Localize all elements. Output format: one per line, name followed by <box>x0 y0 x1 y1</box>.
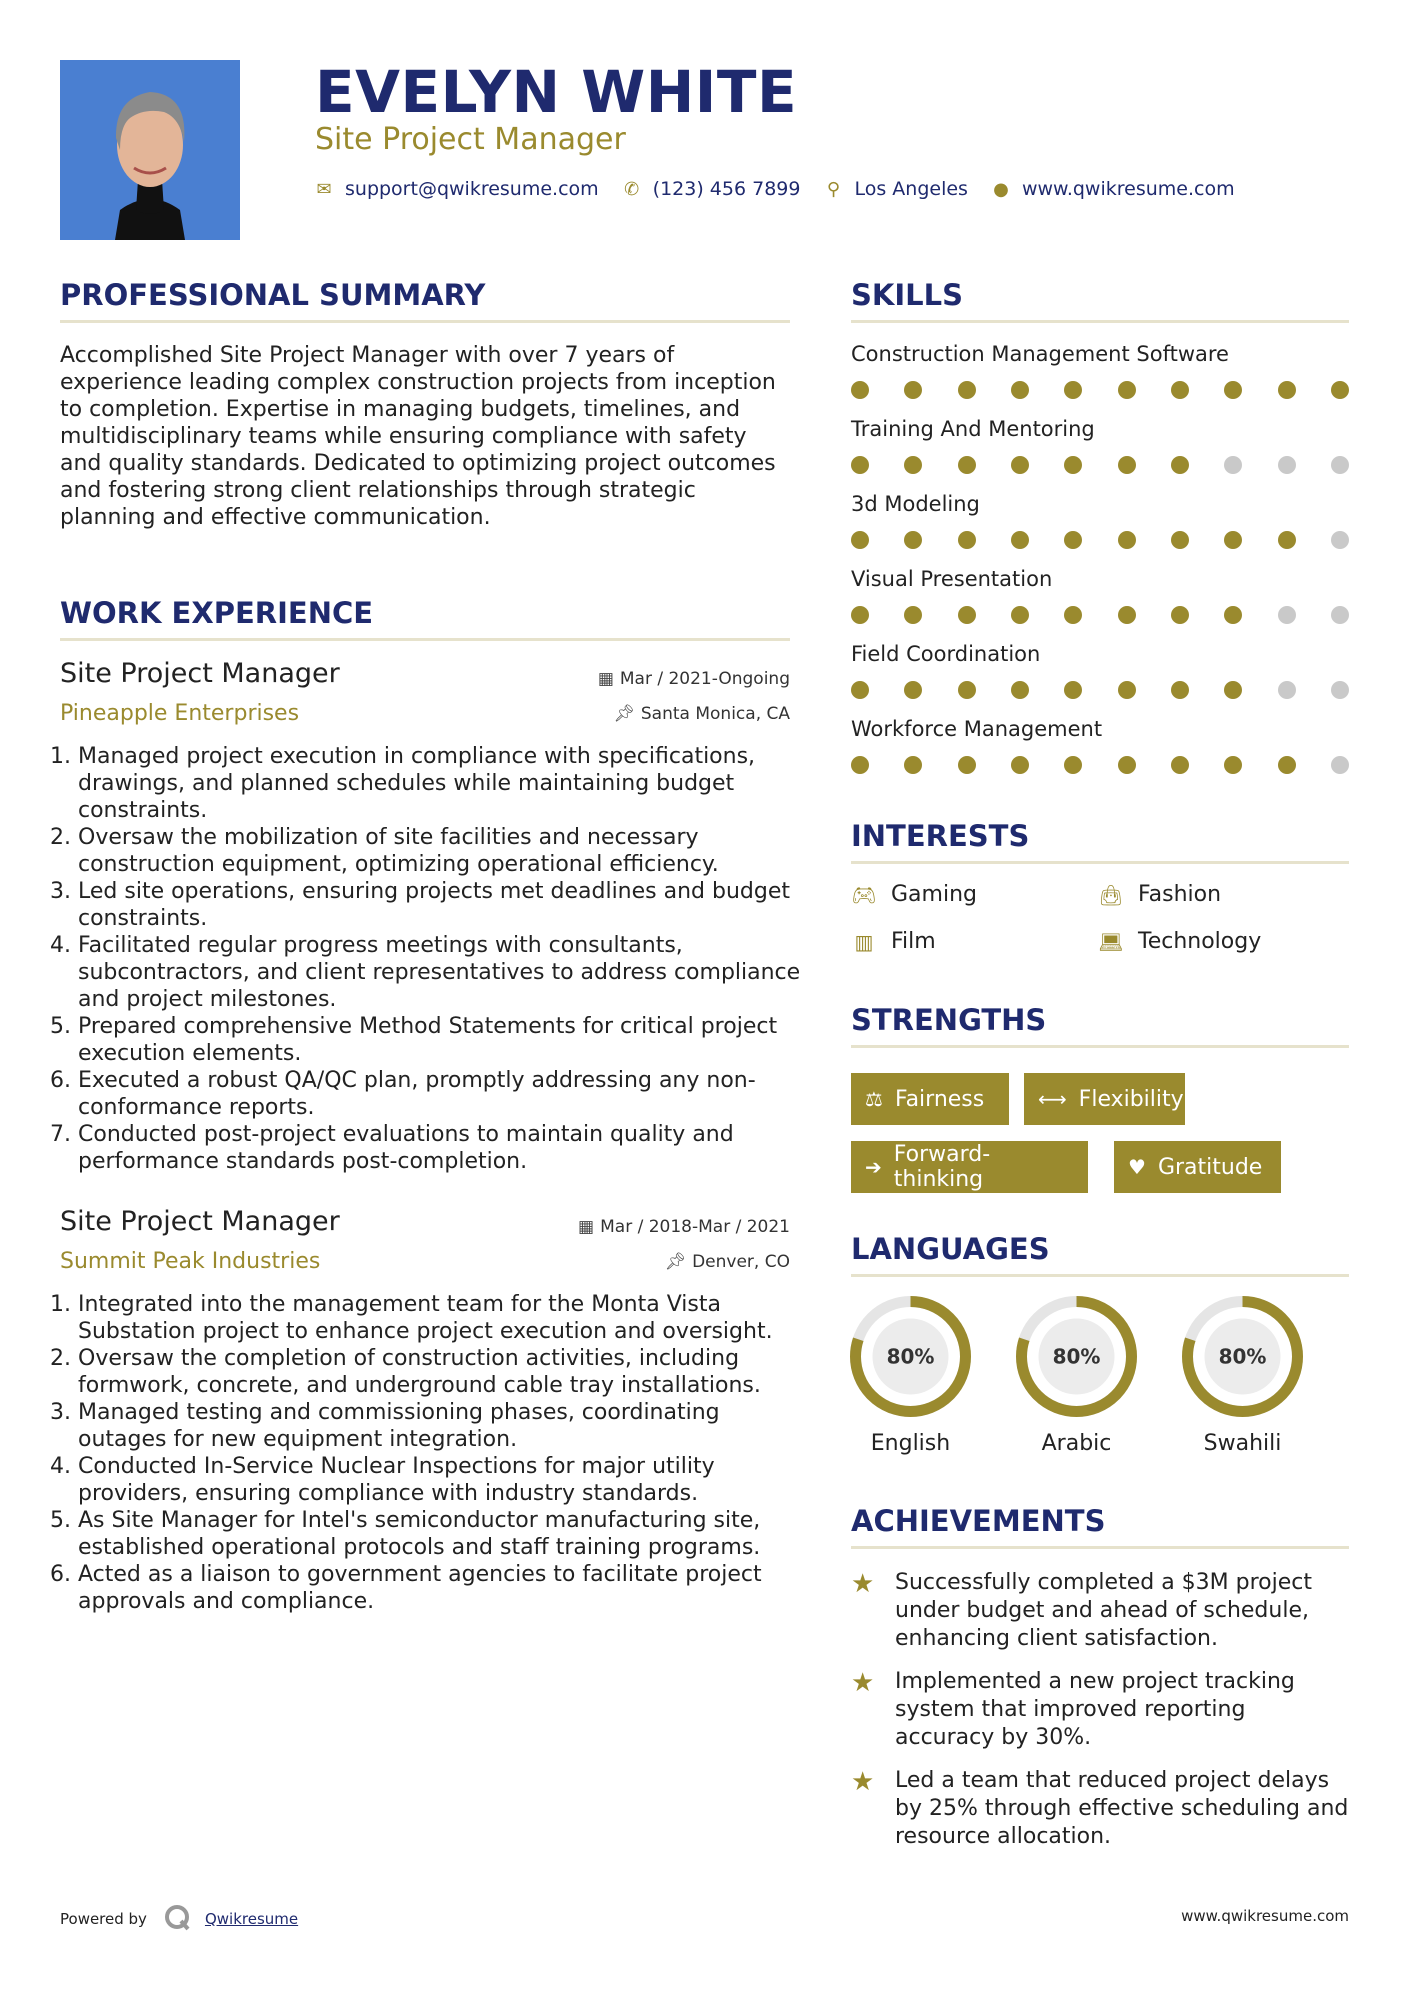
interest-label: Fashion <box>1138 882 1222 907</box>
skill-dot-filled <box>1118 606 1136 624</box>
skill-dot-filled <box>1118 531 1136 549</box>
job-1-dates-text: Mar / 2021-Ongoing <box>619 669 790 689</box>
skill-dot-filled <box>1171 606 1189 624</box>
skill-dot-filled <box>904 756 922 774</box>
skill-dot-empty <box>1278 456 1296 474</box>
achievement-item <box>851 1668 1349 1752</box>
interests-divider <box>851 861 1349 864</box>
skill-dot-filled <box>1011 531 1029 549</box>
skill-name: Construction Management Software <box>851 342 1229 366</box>
strength-tag <box>851 1073 1009 1125</box>
job-1-title: Site Project Manager <box>60 658 340 689</box>
balance-scale-icon: ⚖ <box>865 1087 883 1111</box>
envelope-icon: ✉ <box>316 178 332 200</box>
interest-label: Gaming <box>891 882 977 907</box>
achievement-item <box>851 1569 1349 1653</box>
skill-dot-filled <box>1064 606 1082 624</box>
skill-dot-filled <box>851 606 869 624</box>
skills-divider <box>851 320 1349 323</box>
strength-label: Fairness <box>894 1086 985 1112</box>
achievements-heading: ACHIEVEMENTS <box>851 1504 1106 1538</box>
skill-rating <box>851 381 1349 401</box>
contact-bar <box>315 178 1259 200</box>
strength-label: Gratitude <box>1157 1154 1263 1180</box>
skill-dot-filled <box>1011 381 1029 399</box>
job-1-duties <box>60 743 808 1175</box>
duty-item: 6. Executed a robust QA/QC plan, promptly addressing any non-conformance reports. <box>78 1067 808 1121</box>
interest-item <box>1098 882 1221 907</box>
duty-item: 1. Managed project execution in compliance with specifications, drawings, and planned schedules while maintaining budget constraints. <box>78 743 808 824</box>
skill-dot-filled <box>1171 381 1189 399</box>
gamepad-icon: 🎮︎ <box>851 882 877 907</box>
calendar-icon: ▦ <box>597 669 614 689</box>
skill-dot-filled <box>1278 531 1296 549</box>
skill-dot-filled <box>851 456 869 474</box>
interests-heading: INTERESTS <box>851 819 1030 853</box>
job-2-dates <box>578 1217 790 1237</box>
achievement-text: Implemented a new project tracking system that improved reporting accuracy by 30%. <box>895 1669 1295 1750</box>
star-icon: ★ <box>851 1569 875 1599</box>
skill-dot-filled <box>1011 456 1029 474</box>
footer-brand-link[interactable]: Qwikresume <box>204 1910 299 1928</box>
contact-email-text: support@qwikresume.com <box>345 178 599 200</box>
language-percent-label: 80% <box>886 1344 935 1369</box>
arrows-horizontal-icon: ⟷ <box>1038 1087 1067 1111</box>
job-2-location <box>665 1252 791 1272</box>
interest-item <box>851 929 936 954</box>
summary-text: Accomplished Site Project Manager with over 7 years of experience leading complex construction projects from inception to completion. Expertise in managing budgets, timelines, and multidisciplinary teams while ensuring compliance with safety and quality standards. Dedicated to optimizing project outcomes and fostering strong client relationships through strategic planning and effective communication. <box>60 343 776 530</box>
skill-dot-filled <box>851 531 869 549</box>
experience-divider <box>60 638 790 641</box>
skill-dot-filled <box>958 531 976 549</box>
contact-phone[interactable] <box>623 178 801 200</box>
film-icon: ▥ <box>854 929 874 954</box>
language-ring <box>1014 1294 1139 1419</box>
skill-dot-filled <box>851 681 869 699</box>
skills-heading: SKILLS <box>851 278 963 312</box>
interest-label: Film <box>891 929 936 954</box>
skill-name: 3d Modeling <box>851 492 980 516</box>
skill-dot-filled <box>1064 681 1082 699</box>
skill-dot-filled <box>904 681 922 699</box>
skill-name: Visual Presentation <box>851 567 1053 591</box>
languages-divider <box>851 1274 1349 1277</box>
skill-dot-filled <box>904 531 922 549</box>
achievement-text: Led a team that reduced project delays by 25% through effective scheduling and resource allocation. <box>895 1768 1349 1849</box>
pushpin-icon: 📌︎ <box>664 1252 687 1272</box>
language-ring <box>1180 1294 1305 1419</box>
skill-dot-filled <box>1064 531 1082 549</box>
interest-item <box>851 882 977 907</box>
achievement-item <box>851 1767 1349 1851</box>
skill-dot-filled <box>1064 381 1082 399</box>
skill-rating <box>851 456 1349 476</box>
strength-tag <box>1024 1073 1185 1125</box>
skill-dot-filled <box>1118 456 1136 474</box>
duty-item: 1. Integrated into the management team for the Monta Vista Substation project to enhance project execution and oversight. <box>78 1291 808 1345</box>
skill-dot-filled <box>1171 456 1189 474</box>
skill-dot-filled <box>958 456 976 474</box>
skill-dot-filled <box>1171 531 1189 549</box>
language-name: Swahili <box>1203 1431 1282 1456</box>
laptop-icon: 💻︎ <box>1098 929 1124 954</box>
duty-item: 4. Facilitated regular progress meetings with consultants, subcontractors, and client representatives to address compliance and project milestones. <box>78 932 808 1013</box>
candidate-title: Site Project Manager <box>315 122 626 157</box>
job-2-title: Site Project Manager <box>60 1206 340 1237</box>
duty-item: 3. Managed testing and commissioning phases, coordinating outages for new equipment integration. <box>78 1399 808 1453</box>
job-1-company: Pineapple Enterprises <box>60 701 300 726</box>
skill-dot-filled <box>904 456 922 474</box>
skill-dot-filled <box>904 381 922 399</box>
language-percent-label: 80% <box>1218 1344 1267 1369</box>
job-2-location-text: Denver, CO <box>692 1252 790 1272</box>
candidate-name: EVELYN WHITE <box>315 58 798 126</box>
star-icon: ★ <box>851 1767 875 1797</box>
skill-dot-empty <box>1278 681 1296 699</box>
skill-name: Field Coordination <box>851 642 1041 666</box>
job-2-company: Summit Peak Industries <box>60 1249 321 1274</box>
language-name: English <box>870 1431 951 1456</box>
skill-dot-empty <box>1331 681 1349 699</box>
achievements-divider <box>851 1546 1349 1549</box>
duty-item: 5. As Site Manager for Intel's semiconductor manufacturing site, established operational protocols and staff training programs. <box>78 1507 808 1561</box>
skill-dot-empty <box>1331 531 1349 549</box>
profile-photo <box>60 60 240 240</box>
skill-dot-empty <box>1224 456 1242 474</box>
languages-heading: LANGUAGES <box>851 1232 1050 1266</box>
achievement-text: Successfully completed a $3M project under budget and ahead of schedule, enhancing client satisfaction. <box>895 1570 1313 1651</box>
skill-dot-filled <box>1224 606 1242 624</box>
skill-rating <box>851 606 1349 626</box>
footer-website[interactable]: www.qwikresume.com <box>1181 1907 1349 1925</box>
strength-label: Forward-thinking <box>893 1142 991 1192</box>
skill-dot-filled <box>1011 756 1029 774</box>
strength-label: Flexibility <box>1078 1086 1184 1112</box>
language-item <box>1014 1294 1139 1456</box>
duty-item: 2. Oversaw the mobilization of site facilities and necessary construction equipment, optimizing operational efficiency. <box>78 824 808 878</box>
duty-item: 6. Acted as a liaison to government agencies to facilitate project approvals and compliance. <box>78 1561 808 1615</box>
skill-dot-filled <box>851 756 869 774</box>
language-item <box>848 1294 973 1456</box>
contact-location <box>824 178 967 200</box>
skill-dot-filled <box>1224 381 1242 399</box>
duty-item: 7. Conducted post-project evaluations to maintain quality and performance standards post-completion. <box>78 1121 808 1175</box>
language-name: Arabic <box>1041 1431 1112 1456</box>
map-pin-icon: ⚲ <box>826 178 841 200</box>
job-1-location-text: Santa Monica, CA <box>640 704 790 724</box>
experience-heading: WORK EXPERIENCE <box>60 596 374 630</box>
qwikresume-logo-icon <box>163 1903 191 1935</box>
skill-dot-empty <box>1331 756 1349 774</box>
summary-divider <box>60 320 790 323</box>
skill-name: Workforce Management <box>851 717 1103 741</box>
star-icon: ★ <box>851 1668 875 1698</box>
duty-item: 3. Led site operations, ensuring projects met deadlines and budget constraints. <box>78 878 808 932</box>
skill-dot-filled <box>958 606 976 624</box>
job-1-location <box>613 704 790 724</box>
contact-phone-text: (123) 456 7899 <box>652 178 801 200</box>
interest-item <box>1098 929 1261 954</box>
pushpin-icon: 📌︎ <box>613 704 635 724</box>
skill-dot-empty <box>1278 606 1296 624</box>
language-item <box>1180 1294 1305 1456</box>
duty-item: 5. Prepared comprehensive Method Statements for critical project execution elements. <box>78 1013 808 1067</box>
contact-website[interactable] <box>992 178 1235 200</box>
contact-website-text: www.qwikresume.com <box>1021 178 1235 200</box>
skill-rating <box>851 681 1349 701</box>
skill-rating <box>851 756 1349 776</box>
skill-dot-filled <box>1278 381 1296 399</box>
phone-icon: ✆ <box>624 178 640 200</box>
skill-dot-filled <box>1064 756 1082 774</box>
duty-item: 2. Oversaw the completion of construction activities, including formwork, concrete, and underground cable tray installations. <box>78 1345 808 1399</box>
skill-dot-filled <box>904 606 922 624</box>
skill-name: Training And Mentoring <box>851 417 1095 441</box>
arrow-right-icon: ➔ <box>865 1155 882 1179</box>
skill-dot-filled <box>1118 681 1136 699</box>
skill-dot-filled <box>1331 381 1349 399</box>
globe-icon: ● <box>993 178 1009 200</box>
job-1-dates <box>598 669 790 689</box>
job-2-dates-text: Mar / 2018-Mar / 2021 <box>600 1217 790 1237</box>
skill-dot-filled <box>1118 381 1136 399</box>
skill-dot-filled <box>1011 606 1029 624</box>
skill-dot-filled <box>958 681 976 699</box>
skill-dot-filled <box>1064 456 1082 474</box>
calendar-icon: ▦ <box>578 1217 595 1237</box>
skill-dot-filled <box>1224 756 1242 774</box>
strengths-divider <box>851 1045 1349 1048</box>
strengths-heading: STRENGTHS <box>851 1003 1047 1037</box>
footer-powered <box>60 1903 298 1935</box>
skill-dot-filled <box>958 381 976 399</box>
language-percent-label: 80% <box>1052 1344 1101 1369</box>
skill-dot-filled <box>851 381 869 399</box>
shopping-bag-icon: 👜︎ <box>1098 882 1124 907</box>
strength-tag <box>851 1141 1088 1193</box>
skill-dot-filled <box>1171 756 1189 774</box>
skill-dot-filled <box>1224 531 1242 549</box>
skill-dot-empty <box>1331 606 1349 624</box>
skill-dot-filled <box>1171 681 1189 699</box>
heart-icon: ♥ <box>1128 1155 1146 1179</box>
skill-dot-filled <box>1011 681 1029 699</box>
powered-by-text: Powered by <box>60 1910 147 1928</box>
skill-dot-filled <box>1118 756 1136 774</box>
contact-location-text: Los Angeles <box>854 178 968 200</box>
language-ring <box>848 1294 973 1419</box>
skill-dot-filled <box>1278 756 1296 774</box>
interest-label: Technology <box>1138 929 1262 954</box>
duty-item: 4. Conducted In-Service Nuclear Inspections for major utility providers, ensuring compliance with industry standards. <box>78 1453 808 1507</box>
skill-dot-filled <box>1224 681 1242 699</box>
skill-dot-empty <box>1331 456 1349 474</box>
job-2-duties <box>60 1291 808 1615</box>
skill-rating <box>851 531 1349 551</box>
skill-dot-filled <box>958 756 976 774</box>
contact-email[interactable] <box>315 178 599 200</box>
strength-tag <box>1114 1141 1281 1193</box>
summary-heading: PROFESSIONAL SUMMARY <box>60 278 486 312</box>
